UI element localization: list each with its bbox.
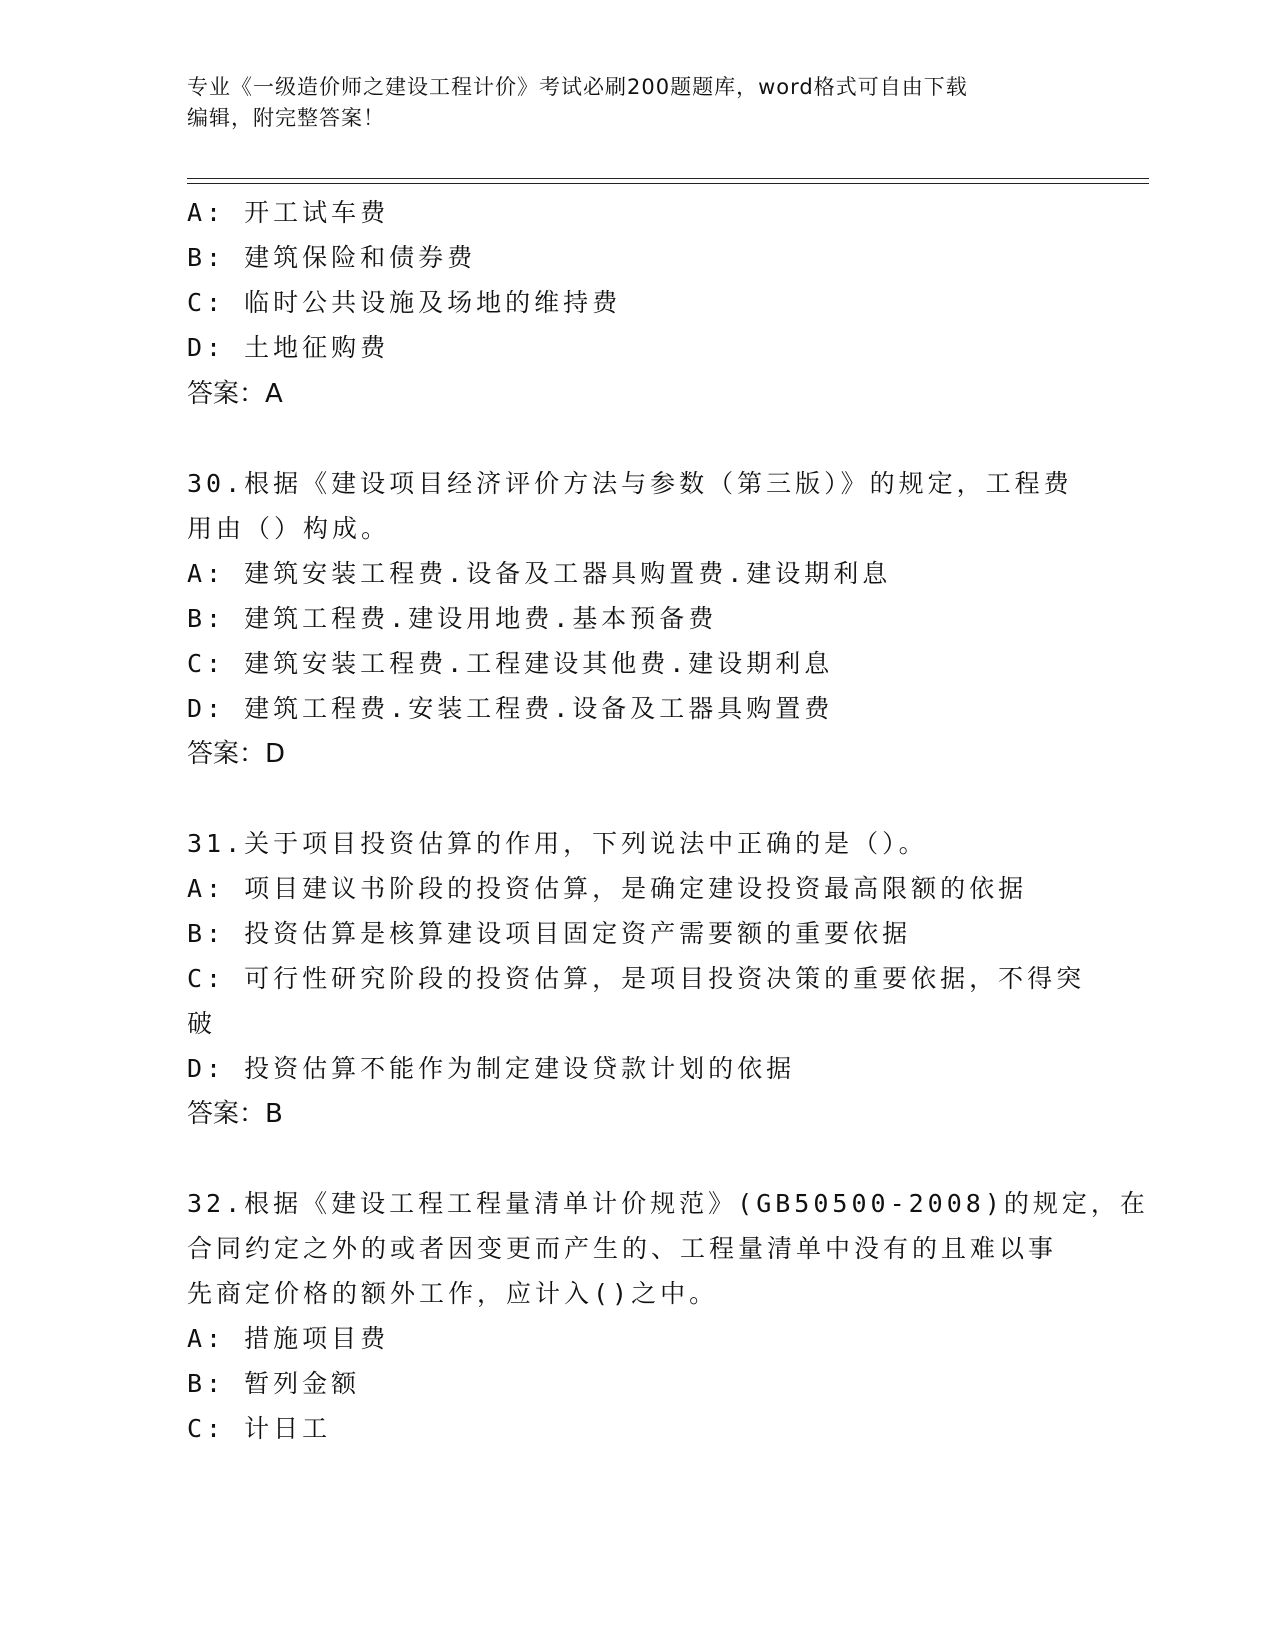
q32-option-a: A: 措施项目费 bbox=[187, 1324, 390, 1353]
q31-option-b: B: 投资估算是核算建设项目固定资产需要额的重要依据 bbox=[187, 919, 912, 948]
q29-option-d: D: 土地征购费 bbox=[187, 333, 390, 362]
q31-option-a: A: 项目建议书阶段的投资估算，是确定建设投资最高限额的依据 bbox=[187, 874, 1028, 903]
q30-answer: 答案：D bbox=[187, 739, 286, 769]
q29-answer: 答案：A bbox=[187, 379, 283, 409]
header-divider-bottom bbox=[187, 183, 1149, 184]
q32-stem-line-1: 32.根据《建设工程工程量清单计价规范》(GB50500-2008)的规定，在 bbox=[187, 1189, 1149, 1218]
q30-option-c: C: 建筑安装工程费.工程建设其他费.建设期利息 bbox=[187, 649, 834, 678]
q30-stem-line-2: 用由（）构成。 bbox=[187, 514, 391, 543]
q29-option-a: A: 开工试车费 bbox=[187, 198, 390, 227]
q30-option-d: D: 建筑工程费.安装工程费.设备及工器具购置费 bbox=[187, 694, 834, 723]
header-line-2: 编辑，附完整答案！ bbox=[187, 106, 385, 130]
q29-option-b: B: 建筑保险和债券费 bbox=[187, 243, 477, 272]
q32-option-b: B: 暂列金额 bbox=[187, 1369, 361, 1398]
q29-option-c: C: 临时公共设施及场地的维持费 bbox=[187, 288, 622, 317]
q31-stem-line-1: 31.关于项目投资估算的作用，下列说法中正确的是（）。 bbox=[187, 829, 928, 858]
q32-stem-line-2: 合同约定之外的或者因变更而产生的、工程量清单中没有的且难以事 bbox=[187, 1234, 1058, 1263]
header-divider-top bbox=[187, 178, 1149, 179]
q30-stem-line-1: 30.根据《建设项目经济评价方法与参数（第三版）》的规定，工程费 bbox=[187, 469, 1073, 498]
q31-option-c-line-2: 破 bbox=[187, 1009, 217, 1038]
header-line-1: 专业《一级造价师之建设工程计价》考试必刷200题题库，word格式可自由下载 bbox=[187, 75, 968, 99]
document-header bbox=[187, 72, 1067, 134]
q32-stem-line-3: 先商定价格的额外工作，应计入()之中。 bbox=[187, 1279, 719, 1308]
q31-option-c-line-1: C: 可行性研究阶段的投资估算，是项目投资决策的重要依据，不得突 bbox=[187, 964, 1086, 993]
q30-option-b: B: 建筑工程费.建设用地费.基本预备费 bbox=[187, 604, 718, 633]
q31-option-d: D: 投资估算不能作为制定建设贷款计划的依据 bbox=[187, 1054, 796, 1083]
q30-option-a: A: 建筑安装工程费.设备及工器具购置费.建设期利息 bbox=[187, 559, 892, 588]
q32-option-c: C: 计日工 bbox=[187, 1414, 332, 1443]
q31-answer: 答案：B bbox=[187, 1099, 283, 1129]
